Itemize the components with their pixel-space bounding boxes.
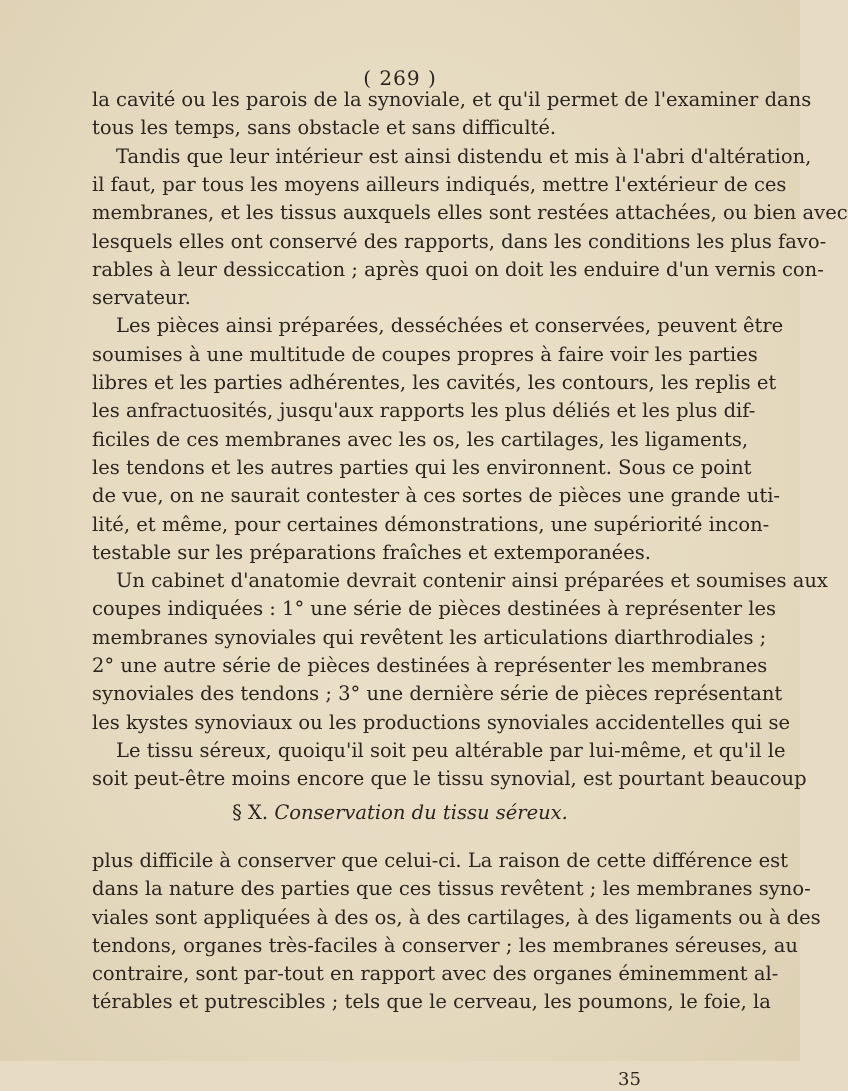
text-line: synoviales des tendons ; 3° une dernière série de pièces représentant — [92, 682, 783, 705]
text-line: testable sur les préparations fraîches et extemporanées. — [92, 541, 651, 564]
text-line: membranes, et les tissus auxquels elles sont restées attachées, ou bien avec — [92, 201, 848, 224]
text-line: de vue, on ne saurait contester à ces sortes de pièces une grande uti- — [92, 484, 781, 507]
text-line: il faut, par tous les moyens ailleurs indiqués, mettre l'extérieur de ces — [92, 173, 787, 196]
text-line: Le tissu séreux, quoiqu'il soit peu altérable par lui-même, et qu'il le — [116, 739, 786, 762]
text-line: 2° une autre série de pièces destinées à représenter les membranes — [92, 654, 768, 677]
text-line: les kystes synoviaux ou les productions synoviales accidentelles qui se — [92, 711, 791, 734]
text-line: Les pièces ainsi préparées, desséchées et conservées, peuvent être — [116, 314, 784, 337]
text-line: tendons, organes très-faciles à conserver ; les membranes séreuses, au — [92, 934, 798, 957]
signature-mark: 35 — [618, 1069, 641, 1090]
section-title: Conservation du tissu séreux. — [274, 801, 568, 824]
section-heading — [0, 801, 800, 825]
text-line: contraire, sont par-tout en rapport avec des organes éminemment al- — [92, 962, 779, 985]
text-line: soit peut-être moins encore que le tissu synovial, est pourtant beaucoup — [92, 767, 807, 790]
section-number: § X. — [232, 801, 269, 824]
text-line: dans la nature des parties que ces tissus revêtent ; les membranes syno- — [92, 877, 811, 900]
text-line: les anfractuosités, jusqu'aux rapports les plus déliés et les plus dif- — [92, 399, 756, 422]
text-line: membranes synoviales qui revêtent les articulations diarthrodiales ; — [92, 626, 767, 649]
text-line: tous les temps, sans obstacle et sans difficulté. — [92, 116, 557, 139]
text-line: coupes indiquées : 1° une série de pièces destinées à représenter les — [92, 597, 777, 620]
text-line: Un cabinet d'anatomie devrait contenir ainsi préparées et soumises aux — [116, 569, 828, 592]
text-line: viales sont appliquées à des os, à des cartilages, à des ligaments ou à des — [92, 906, 821, 929]
text-line: plus difficile à conserver que celui-ci. La raison de cette différence est — [92, 849, 788, 872]
text-line: soumises à une multitude de coupes propres à faire voir les parties — [92, 343, 758, 366]
text-line: ficiles de ces membranes avec les os, les cartilages, les ligaments, — [92, 428, 749, 451]
text-line: libres et les parties adhérentes, les cavités, les contours, les replis et — [92, 371, 777, 394]
text-line: la cavité ou les parois de la synoviale, et qu'il permet de l'examiner dans — [92, 88, 812, 111]
page-number: ( 269 ) — [363, 66, 437, 90]
text-line: servateur. — [92, 286, 191, 309]
text-line: rables à leur dessiccation ; après quoi on doit les enduire d'un vernis con- — [92, 258, 824, 281]
text-line: térables et putrescibles ; tels que le cerveau, les poumons, le foie, la — [92, 990, 771, 1013]
text-line: lité, et même, pour certaines démonstrations, une supériorité incon- — [92, 513, 770, 536]
text-line: les tendons et les autres parties qui les environnent. Sous ce point — [92, 456, 752, 479]
text-line: Tandis que leur intérieur est ainsi distendu et mis à l'abri d'altération, — [116, 145, 812, 168]
text-line: lesquels elles ont conservé des rapports, dans les conditions les plus favo- — [92, 230, 827, 253]
